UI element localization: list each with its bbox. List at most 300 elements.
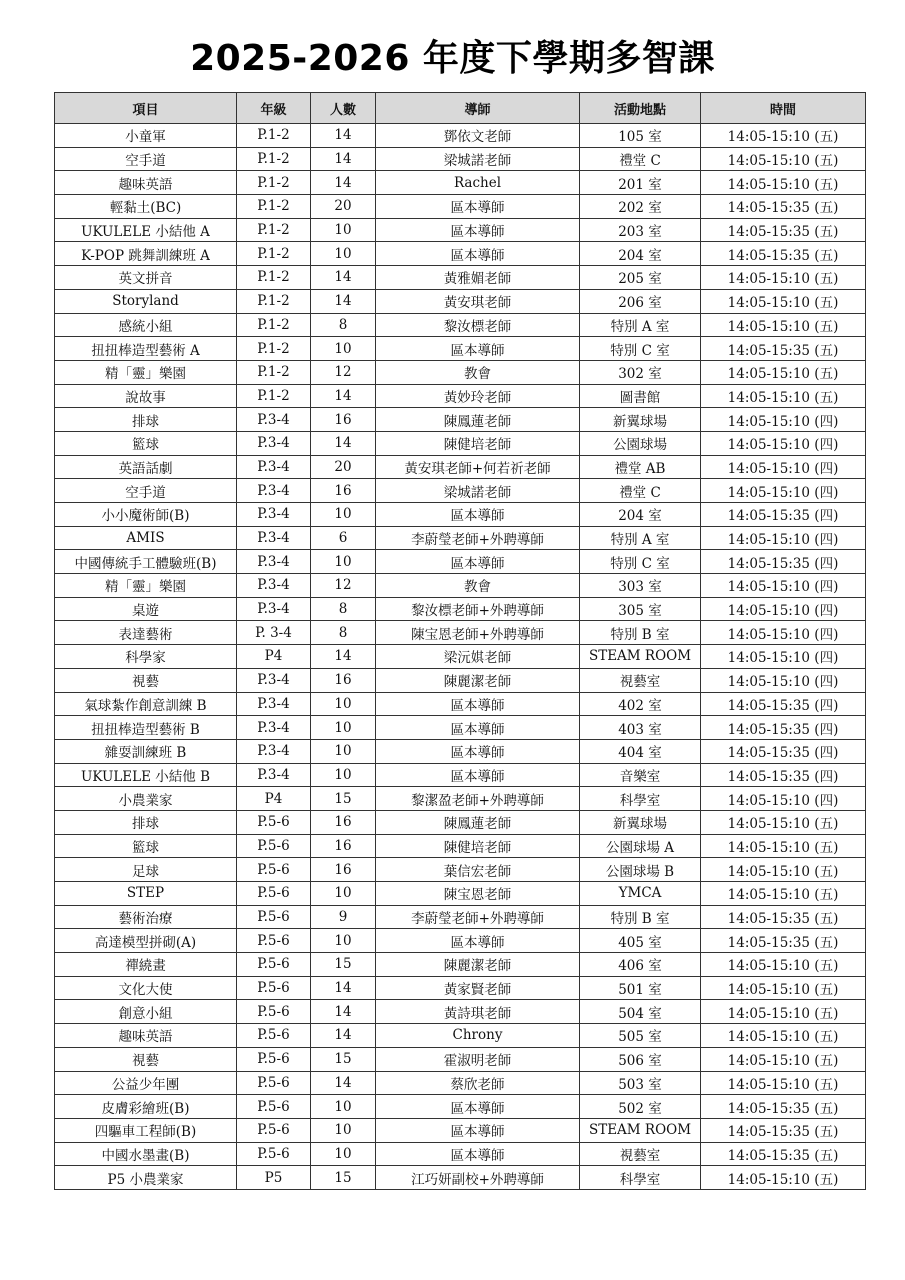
cell-time: 14:05-15:35 (五) — [701, 1118, 866, 1142]
cell-capacity: 20 — [311, 195, 376, 219]
cell-capacity: 10 — [311, 337, 376, 361]
cell-time: 14:05-15:10 (五) — [701, 313, 866, 337]
cell-location: 105 室 — [580, 124, 701, 148]
cell-time: 14:05-15:10 (五) — [701, 289, 866, 313]
cell-grade: P.3-4 — [237, 550, 311, 574]
table-row — [55, 503, 866, 527]
table-row — [55, 763, 866, 787]
cell-grade: P.5-6 — [237, 834, 311, 858]
cell-instructor: 教會 — [376, 574, 580, 598]
cell-instructor: 區本導師 — [376, 739, 580, 763]
cell-capacity: 9 — [311, 905, 376, 929]
cell-instructor: 黃安琪老師 — [376, 289, 580, 313]
cell-grade: P.3-4 — [237, 574, 311, 598]
cell-activity: 排球 — [55, 408, 237, 432]
cell-grade: P.3-4 — [237, 408, 311, 432]
cell-activity: 英文拼音 — [55, 266, 237, 290]
cell-instructor: 陳鳳蓮老師 — [376, 408, 580, 432]
cell-activity: 趣味英語 — [55, 171, 237, 195]
cell-capacity: 14 — [311, 266, 376, 290]
cell-grade: P.3-4 — [237, 479, 311, 503]
cell-location: STEAM ROOM — [580, 1118, 701, 1142]
cell-capacity: 16 — [311, 810, 376, 834]
table-row — [55, 668, 866, 692]
cell-location: 特別 C 室 — [580, 550, 701, 574]
cell-time: 14:05-15:10 (五) — [701, 124, 866, 148]
table-row — [55, 337, 866, 361]
cell-activity: UKULELE 小結他 B — [55, 763, 237, 787]
cell-time: 14:05-15:35 (四) — [701, 550, 866, 574]
cell-grade: P.3-4 — [237, 692, 311, 716]
cell-time: 14:05-15:35 (五) — [701, 1142, 866, 1166]
table-row — [55, 787, 866, 811]
cell-instructor: 區本導師 — [376, 550, 580, 574]
cell-grade: P.5-6 — [237, 929, 311, 953]
cell-location: 特別 A 室 — [580, 526, 701, 550]
table-row — [55, 171, 866, 195]
cell-capacity: 10 — [311, 929, 376, 953]
cell-time: 14:05-15:10 (四) — [701, 668, 866, 692]
table-row — [55, 455, 866, 479]
header-grade: 年級 — [237, 93, 311, 124]
cell-capacity: 14 — [311, 1000, 376, 1024]
cell-capacity: 15 — [311, 1047, 376, 1071]
cell-capacity: 15 — [311, 1166, 376, 1190]
cell-time: 14:05-15:10 (四) — [701, 526, 866, 550]
cell-grade: P.5-6 — [237, 1142, 311, 1166]
cell-grade: P.1-2 — [237, 360, 311, 384]
cell-location: 特別 C 室 — [580, 337, 701, 361]
cell-time: 14:05-15:10 (五) — [701, 953, 866, 977]
cell-activity: 四驅車工程師(B) — [55, 1118, 237, 1142]
cell-grade: P.5-6 — [237, 810, 311, 834]
table-row — [55, 431, 866, 455]
cell-time: 14:05-15:35 (五) — [701, 195, 866, 219]
cell-grade: P.1-2 — [237, 289, 311, 313]
cell-activity: 桌遊 — [55, 597, 237, 621]
cell-instructor: 黎汝標老師 — [376, 313, 580, 337]
cell-grade: P. 3-4 — [237, 621, 311, 645]
cell-activity: 小小魔術師(B) — [55, 503, 237, 527]
cell-location: 音樂室 — [580, 763, 701, 787]
cell-capacity: 10 — [311, 1142, 376, 1166]
cell-location: 新翼球場 — [580, 408, 701, 432]
cell-instructor: 江巧妍副校+外聘導師 — [376, 1166, 580, 1190]
cell-grade: P.3-4 — [237, 716, 311, 740]
table-row — [55, 526, 866, 550]
cell-time: 14:05-15:35 (五) — [701, 1095, 866, 1119]
cell-location: 305 室 — [580, 597, 701, 621]
cell-instructor: Chrony — [376, 1024, 580, 1048]
cell-grade: P.1-2 — [237, 313, 311, 337]
cell-activity: 空手道 — [55, 147, 237, 171]
cell-location: 203 室 — [580, 218, 701, 242]
table-row — [55, 739, 866, 763]
cell-time: 14:05-15:35 (四) — [701, 716, 866, 740]
cell-location: 科學室 — [580, 787, 701, 811]
cell-instructor: 黃安琪老師+何若祈老師 — [376, 455, 580, 479]
table-row — [55, 408, 866, 432]
table-row — [55, 597, 866, 621]
cell-capacity: 14 — [311, 976, 376, 1000]
cell-grade: P.1-2 — [237, 218, 311, 242]
cell-grade: P.1-2 — [237, 124, 311, 148]
cell-grade: P4 — [237, 645, 311, 669]
cell-instructor: 梁城諾老師 — [376, 479, 580, 503]
cell-capacity: 6 — [311, 526, 376, 550]
cell-location: 406 室 — [580, 953, 701, 977]
table-row — [55, 266, 866, 290]
schedule-table — [54, 92, 866, 1190]
cell-capacity: 14 — [311, 645, 376, 669]
cell-grade: P.1-2 — [237, 384, 311, 408]
cell-location: 201 室 — [580, 171, 701, 195]
cell-location: 公園球場 A — [580, 834, 701, 858]
cell-time: 14:05-15:35 (四) — [701, 763, 866, 787]
cell-location: 506 室 — [580, 1047, 701, 1071]
cell-time: 14:05-15:10 (五) — [701, 1024, 866, 1048]
table-row — [55, 360, 866, 384]
cell-activity: 籃球 — [55, 431, 237, 455]
cell-time: 14:05-15:10 (五) — [701, 360, 866, 384]
cell-location: STEAM ROOM — [580, 645, 701, 669]
cell-time: 14:05-15:10 (五) — [701, 810, 866, 834]
cell-activity: K-POP 跳舞訓練班 A — [55, 242, 237, 266]
cell-capacity: 10 — [311, 692, 376, 716]
cell-capacity: 12 — [311, 574, 376, 598]
cell-grade: P.3-4 — [237, 455, 311, 479]
cell-capacity: 10 — [311, 1095, 376, 1119]
cell-capacity: 10 — [311, 242, 376, 266]
cell-grade: P.1-2 — [237, 195, 311, 219]
cell-instructor: 區本導師 — [376, 1118, 580, 1142]
cell-time: 14:05-15:35 (五) — [701, 218, 866, 242]
cell-instructor: 李蔚瑩老師+外聘導師 — [376, 526, 580, 550]
cell-location: 504 室 — [580, 1000, 701, 1024]
cell-activity: 雜耍訓練班 B — [55, 739, 237, 763]
cell-location: 視藝室 — [580, 668, 701, 692]
table-row — [55, 195, 866, 219]
cell-activity: Storyland — [55, 289, 237, 313]
cell-instructor: 梁沅娸老師 — [376, 645, 580, 669]
cell-time: 14:05-15:10 (四) — [701, 574, 866, 598]
cell-time: 14:05-15:35 (四) — [701, 692, 866, 716]
table-row — [55, 1118, 866, 1142]
table-row — [55, 645, 866, 669]
cell-instructor: 蔡欣老師 — [376, 1071, 580, 1095]
cell-location: 303 室 — [580, 574, 701, 598]
cell-activity: 表達藝術 — [55, 621, 237, 645]
cell-activity: 文化大使 — [55, 976, 237, 1000]
cell-capacity: 12 — [311, 360, 376, 384]
cell-grade: P.3-4 — [237, 526, 311, 550]
cell-activity: 英語話劇 — [55, 455, 237, 479]
cell-grade: P.5-6 — [237, 953, 311, 977]
table-row — [55, 124, 866, 148]
cell-capacity: 8 — [311, 597, 376, 621]
header-activity: 項目 — [55, 93, 237, 124]
cell-location: 204 室 — [580, 503, 701, 527]
cell-instructor: 區本導師 — [376, 716, 580, 740]
cell-time: 14:05-15:10 (四) — [701, 408, 866, 432]
cell-capacity: 15 — [311, 953, 376, 977]
cell-instructor: 鄧依文老師 — [376, 124, 580, 148]
table-row — [55, 834, 866, 858]
cell-activity: 小農業家 — [55, 787, 237, 811]
cell-capacity: 14 — [311, 1024, 376, 1048]
cell-instructor: 陳鳳蓮老師 — [376, 810, 580, 834]
cell-activity: 精「靈」樂園 — [55, 574, 237, 598]
cell-instructor: 黃妙玲老師 — [376, 384, 580, 408]
cell-activity: P5 小農業家 — [55, 1166, 237, 1190]
table-row — [55, 550, 866, 574]
cell-time: 14:05-15:10 (四) — [701, 479, 866, 503]
cell-location: 204 室 — [580, 242, 701, 266]
table-row — [55, 1166, 866, 1190]
cell-location: 505 室 — [580, 1024, 701, 1048]
cell-time: 14:05-15:10 (四) — [701, 621, 866, 645]
table-row — [55, 692, 866, 716]
cell-activity: 視藝 — [55, 668, 237, 692]
cell-instructor: 黃家賢老師 — [376, 976, 580, 1000]
cell-location: 302 室 — [580, 360, 701, 384]
cell-location: 科學室 — [580, 1166, 701, 1190]
cell-activity: 足球 — [55, 858, 237, 882]
cell-location: 403 室 — [580, 716, 701, 740]
cell-capacity: 16 — [311, 834, 376, 858]
cell-time: 14:05-15:10 (五) — [701, 147, 866, 171]
table-row — [55, 384, 866, 408]
cell-location: 特別 B 室 — [580, 621, 701, 645]
cell-time: 14:05-15:35 (四) — [701, 739, 866, 763]
cell-activity: 空手道 — [55, 479, 237, 503]
cell-activity: 禪繞畫 — [55, 953, 237, 977]
cell-instructor: 葉信宏老師 — [376, 858, 580, 882]
table-row — [55, 716, 866, 740]
cell-instructor: 黃詩琪老師 — [376, 1000, 580, 1024]
cell-location: 圖書館 — [580, 384, 701, 408]
cell-capacity: 10 — [311, 218, 376, 242]
cell-grade: P.1-2 — [237, 171, 311, 195]
cell-time: 14:05-15:10 (五) — [701, 171, 866, 195]
cell-location: 501 室 — [580, 976, 701, 1000]
table-row — [55, 242, 866, 266]
table-row — [55, 621, 866, 645]
cell-grade: P.5-6 — [237, 1047, 311, 1071]
cell-grade: P.5-6 — [237, 905, 311, 929]
cell-instructor: 區本導師 — [376, 195, 580, 219]
cell-time: 14:05-15:35 (五) — [701, 905, 866, 929]
cell-activity: 藝術治療 — [55, 905, 237, 929]
cell-location: 禮堂 C — [580, 147, 701, 171]
cell-capacity: 16 — [311, 668, 376, 692]
cell-location: 特別 A 室 — [580, 313, 701, 337]
cell-location: 公園球場 B — [580, 858, 701, 882]
header-location: 活動地點 — [580, 93, 701, 124]
cell-grade: P.1-2 — [237, 242, 311, 266]
cell-time: 14:05-15:35 (五) — [701, 337, 866, 361]
cell-location: 402 室 — [580, 692, 701, 716]
cell-instructor: 區本導師 — [376, 1142, 580, 1166]
cell-activity: 中國水墨畫(B) — [55, 1142, 237, 1166]
table-row — [55, 810, 866, 834]
cell-time: 14:05-15:10 (五) — [701, 834, 866, 858]
cell-location: 禮堂 AB — [580, 455, 701, 479]
cell-time: 14:05-15:10 (五) — [701, 976, 866, 1000]
cell-time: 14:05-15:10 (五) — [701, 384, 866, 408]
cell-instructor: 李蔚瑩老師+外聘導師 — [376, 905, 580, 929]
cell-activity: 公益少年團 — [55, 1071, 237, 1095]
cell-location: 405 室 — [580, 929, 701, 953]
table-row — [55, 479, 866, 503]
cell-instructor: 陳宝恩老師+外聘導師 — [376, 621, 580, 645]
table-row — [55, 1071, 866, 1095]
header-row — [55, 93, 866, 124]
table-row — [55, 976, 866, 1000]
cell-time: 14:05-15:10 (五) — [701, 1166, 866, 1190]
cell-time: 14:05-15:35 (五) — [701, 929, 866, 953]
cell-instructor: Rachel — [376, 171, 580, 195]
cell-grade: P.5-6 — [237, 1071, 311, 1095]
table-row — [55, 574, 866, 598]
cell-capacity: 14 — [311, 124, 376, 148]
cell-capacity: 10 — [311, 763, 376, 787]
cell-instructor: 陳健培老師 — [376, 431, 580, 455]
cell-grade: P4 — [237, 787, 311, 811]
cell-activity: 科學家 — [55, 645, 237, 669]
cell-activity: 高達模型拼砌(A) — [55, 929, 237, 953]
header-instructor: 導師 — [376, 93, 580, 124]
cell-grade: P.3-4 — [237, 597, 311, 621]
cell-activity: 創意小組 — [55, 1000, 237, 1024]
cell-grade: P.5-6 — [237, 1024, 311, 1048]
cell-instructor: 黃雅媚老師 — [376, 266, 580, 290]
cell-capacity: 16 — [311, 858, 376, 882]
cell-grade: P.5-6 — [237, 976, 311, 1000]
cell-capacity: 15 — [311, 787, 376, 811]
cell-time: 14:05-15:10 (四) — [701, 431, 866, 455]
cell-instructor: 區本導師 — [376, 1095, 580, 1119]
table-row — [55, 289, 866, 313]
cell-location: 視藝室 — [580, 1142, 701, 1166]
cell-activity: 扭扭棒造型藝術 A — [55, 337, 237, 361]
cell-time: 14:05-15:10 (五) — [701, 1047, 866, 1071]
cell-activity: AMIS — [55, 526, 237, 550]
cell-grade: P5 — [237, 1166, 311, 1190]
cell-capacity: 10 — [311, 882, 376, 906]
cell-capacity: 14 — [311, 431, 376, 455]
cell-location: 206 室 — [580, 289, 701, 313]
cell-activity: 皮膚彩繪班(B) — [55, 1095, 237, 1119]
cell-instructor: 區本導師 — [376, 242, 580, 266]
table-row — [55, 929, 866, 953]
cell-capacity: 14 — [311, 147, 376, 171]
cell-activity: 趣味英語 — [55, 1024, 237, 1048]
cell-activity: 排球 — [55, 810, 237, 834]
cell-instructor: 梁城諾老師 — [376, 147, 580, 171]
cell-location: 公園球場 — [580, 431, 701, 455]
cell-activity: UKULELE 小結他 A — [55, 218, 237, 242]
cell-capacity: 14 — [311, 289, 376, 313]
cell-location: 202 室 — [580, 195, 701, 219]
table-row — [55, 905, 866, 929]
cell-capacity: 8 — [311, 313, 376, 337]
cell-grade: P.1-2 — [237, 147, 311, 171]
cell-capacity: 14 — [311, 171, 376, 195]
cell-time: 14:05-15:10 (五) — [701, 266, 866, 290]
cell-capacity: 16 — [311, 479, 376, 503]
cell-instructor: 陳麗潔老師 — [376, 953, 580, 977]
cell-location: 205 室 — [580, 266, 701, 290]
cell-instructor: 區本導師 — [376, 337, 580, 361]
cell-capacity: 14 — [311, 384, 376, 408]
cell-capacity: 20 — [311, 455, 376, 479]
cell-time: 14:05-15:10 (四) — [701, 787, 866, 811]
cell-time: 14:05-15:10 (四) — [701, 455, 866, 479]
table-row — [55, 858, 866, 882]
table-row — [55, 882, 866, 906]
page-title: 2025-2026 年度下學期多智課 — [190, 38, 715, 79]
cell-activity: 扭扭棒造型藝術 B — [55, 716, 237, 740]
cell-capacity: 10 — [311, 1118, 376, 1142]
cell-time: 14:05-15:10 (四) — [701, 597, 866, 621]
cell-location: 502 室 — [580, 1095, 701, 1119]
cell-grade: P.3-4 — [237, 739, 311, 763]
cell-instructor: 黎汝標老師+外聘導師 — [376, 597, 580, 621]
header-time: 時間 — [701, 93, 866, 124]
cell-instructor: 陳健培老師 — [376, 834, 580, 858]
cell-instructor: 區本導師 — [376, 503, 580, 527]
cell-time: 14:05-15:10 (五) — [701, 882, 866, 906]
cell-location: YMCA — [580, 882, 701, 906]
cell-instructor: 區本導師 — [376, 929, 580, 953]
cell-location: 禮堂 C — [580, 479, 701, 503]
cell-instructor: 區本導師 — [376, 692, 580, 716]
table-row — [55, 1000, 866, 1024]
cell-time: 14:05-15:35 (四) — [701, 503, 866, 527]
cell-time: 14:05-15:10 (五) — [701, 858, 866, 882]
cell-capacity: 10 — [311, 503, 376, 527]
cell-time: 14:05-15:10 (五) — [701, 1000, 866, 1024]
cell-location: 特別 B 室 — [580, 905, 701, 929]
cell-instructor: 區本導師 — [376, 218, 580, 242]
cell-location: 503 室 — [580, 1071, 701, 1095]
cell-capacity: 10 — [311, 716, 376, 740]
cell-instructor: 霍淑明老師 — [376, 1047, 580, 1071]
table-row — [55, 1142, 866, 1166]
cell-instructor: 教會 — [376, 360, 580, 384]
cell-activity: 輕黏土(BC) — [55, 195, 237, 219]
cell-location: 404 室 — [580, 739, 701, 763]
cell-activity: 氣球紮作創意訓練 B — [55, 692, 237, 716]
cell-instructor: 黎潔盈老師+外聘導師 — [376, 787, 580, 811]
cell-capacity: 8 — [311, 621, 376, 645]
table-row — [55, 1047, 866, 1071]
cell-activity: 精「靈」樂園 — [55, 360, 237, 384]
cell-activity: 中國傳統手工體驗班(B) — [55, 550, 237, 574]
cell-location: 新翼球場 — [580, 810, 701, 834]
cell-grade: P.3-4 — [237, 503, 311, 527]
cell-grade: P.1-2 — [237, 266, 311, 290]
cell-activity: 說故事 — [55, 384, 237, 408]
cell-time: 14:05-15:10 (五) — [701, 1071, 866, 1095]
cell-time: 14:05-15:10 (四) — [701, 645, 866, 669]
cell-capacity: 16 — [311, 408, 376, 432]
table-row — [55, 218, 866, 242]
table-row — [55, 147, 866, 171]
cell-grade: P.5-6 — [237, 1095, 311, 1119]
cell-grade: P.5-6 — [237, 1000, 311, 1024]
